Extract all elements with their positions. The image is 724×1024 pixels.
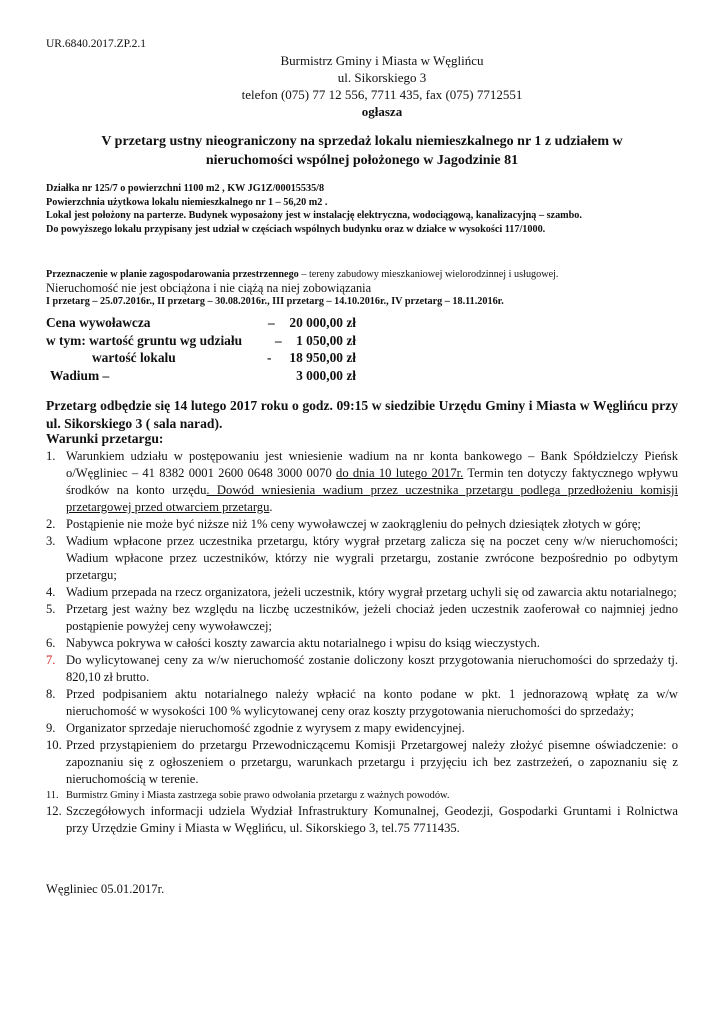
list-item: 3. Wadium wpłacone przez uczestnika przetargu, który wygrał przetarg zalicza się na poczet ceny w/w nieruchomości; Wadium wpłacone przez uczestników, którzy nie wygrali przetargu, zostanie zwrócone bezpośrednio po odbytym przetargu; — [46, 534, 678, 582]
floor-info: Lokal jest położony na parterze. Budynek wyposażony jest w instalację elektryczna, wodociągową, kanalizacyjną – szambo. — [46, 210, 582, 221]
zoning-label: Przeznaczenie w planie zagospodarowania przestrzennego — [46, 269, 299, 280]
encumbrance-info: Nieruchomość nie jest obciążona i nie ciążą na niej zobowiązania — [46, 280, 372, 295]
area-info: Powierzchnia użytkowa lokalu niemieszkalnego nr 1 – 56,20 m2 . — [46, 196, 328, 208]
price-table — [46, 314, 356, 384]
zoning-line — [46, 268, 678, 282]
list-item: 1. Warunkiem udziału w postępowaniu jest wniesienie wadium na nr konta bankowego – Bank Spółdzielczy Pieńsk o/Węgliniec – 41 8382 0001 2600 0648 3000 0070 do dnia 10 lutego 2017r. Termin ten dotyczy faktycznego wpływu środków na konto urzędu. Dowód wniesienia wadium przez uczestnika przetargu podlega przedłożeniu komisji przetargowej przed otwarciem przetargu. — [46, 449, 678, 514]
zoning-text: – tereny zabudowy mieszkaniowej wielorodzinnej i usługowej. — [298, 269, 559, 280]
list-item: 10. Przed przystąpieniem do przetargu Przewodniczącemu Komisji Przetargowej należy złożyć pisemne oświadczenie: o zapoznaniu się z ogłoszeniem o przetargu, warunkach przetargu i przyjęciu ich bez zastrzeżeń, o zapoznaniu się z nieruchomością w terenie. — [46, 738, 678, 786]
premises-value-dash: - — [267, 350, 272, 365]
parcel-info: Działka nr 125/7 o powierzchni 1100 m2 , KW JG1Z/00015535/8 — [46, 183, 325, 194]
land-value-row — [46, 332, 356, 350]
premises-value-amount: 18 950,00 zł — [289, 350, 356, 365]
conditions-list — [46, 448, 678, 837]
property-details — [46, 182, 678, 236]
starting-price-label: Cena wywoławcza — [46, 315, 151, 330]
issuer-contact: telefon (075) 77 12 556, 7711 435, fax (075) 7712551 — [241, 87, 523, 102]
starting-price-dash: – — [268, 315, 275, 330]
zoning-purpose — [46, 268, 678, 309]
issuer-header — [0, 52, 724, 120]
list-item: 8. Przed podpisaniem aktu notarialnego należy wpłacić na konto podane w pkt. 1 jednorazową wpłatę za w/w nieruchomość w wysokości 100 % wylicytowanej ceny oraz koszty przygotowania nieruchomości do sprzedaży; — [46, 687, 678, 718]
premises-value-row — [46, 349, 356, 367]
share-info: Do powyższego lokalu przypisany jest udział w częściach wspólnych budynku oraz w działce w wysokości 117/1000. — [46, 223, 546, 235]
list-item: 11. Burmistrz Gminy i Miasta zastrzega sobie prawo odwołania przetargu z ważnych powodów. — [46, 790, 450, 801]
land-value-label: w tym: wartość gruntu wg udziału — [46, 332, 243, 348]
deposit-value: 3 000,00 zł — [296, 367, 356, 383]
list-item: 9. Organizator sprzedaje nieruchomość zgodnie z wyrysem z mapy ewidencyjnej. — [46, 721, 465, 735]
tender-title — [46, 132, 678, 170]
deposit-label: Wadium – — [50, 367, 110, 383]
deposit-deadline: do dnia 10 lutego 2017r. — [336, 466, 464, 480]
list-item: 6. Nabywca pokrywa w całości koszty zawarcia aktu notarialnego i wpisu do ksiąg wieczystych. — [46, 636, 540, 650]
previous-tenders: I przetarg – 25.07.2016r., II przetarg – 30.08.2016r., III przetarg – 14.10.2016r., IV przetarg – 18.11.2016r. — [46, 296, 504, 307]
land-value-amount: 1 050,00 zł — [296, 332, 356, 348]
premises-value-label: wartość lokalu — [92, 350, 176, 365]
tender-title-line-1: V przetarg ustny nieograniczony na sprzedaż lokalu niemieszkalnego nr 1 z udziałem w — [101, 134, 623, 149]
tender-title-line-2: nieruchomości wspólnej położonego w Jagodzinie 81 — [205, 153, 519, 168]
tender-date-announcement: Przetarg odbędzie się 14 lutego 2017 roku o godz. 09:15 w siedzibie Urzędu Gminy i Miasta w Węglińcu przy ul. Sikorskiego 3 ( sala narad). — [46, 398, 678, 431]
list-item: 4. Wadium przepada na rzecz organizatora, jeżeli uczestnik, który wygrał przetarg uchyli się od zawarcia aktu notarialnego; — [46, 585, 677, 599]
announces-label: ogłasza — [361, 104, 403, 119]
conditions-heading: Warunki przetargu: — [46, 431, 164, 446]
list-item: 7. Do wylicytowanej ceny za w/w nieruchomość zostanie doliczony koszt przygotowania nieruchomości do sprzedaży tj. 820,10 zł brutto. — [46, 653, 678, 684]
list-item: 12. Szczegółowych informacji udziela Wydział Infrastruktury Komunalnej, Geodezji, Gospodarki Gruntami i Rolnictwa przy Urzędzie Gminy i Miasta w Węglińcu, ul. Sikorskiego 3, tel.75 7711435. — [46, 804, 678, 835]
list-item: 5. Przetarg jest ważny bez względu na liczbę uczestników, jeżeli chociaż jeden uczestnik zaoferował co najmniej jedno postąpienie powyżej ceny wywoławczej; — [46, 602, 678, 633]
deposit-row — [46, 367, 356, 385]
reference-number: UR.6840.2017.ZP.2.1 — [46, 38, 146, 50]
issuer-street: ul. Sikorskiego 3 — [337, 70, 427, 85]
land-value-dash: – — [275, 332, 282, 348]
deposit-proof-note: . Dowód wniesienia wadium przez uczestnika przetargu podlega przedłożeniu komisji przetargowej przed otwarciem przetargu — [66, 483, 678, 514]
starting-price-row — [46, 314, 356, 332]
starting-price-value: 20 000,00 zł — [289, 315, 356, 330]
place-and-date: Węgliniec 05.01.2017r. — [46, 882, 165, 896]
list-item: 2. Postąpienie nie może być niższe niż 1% ceny wywoławczej w zaokrągleniu do pełnych dziesiątek złotych w górę; — [46, 517, 641, 531]
issuer-office: Burmistrz Gminy i Miasta w Węglińcu — [280, 53, 484, 68]
